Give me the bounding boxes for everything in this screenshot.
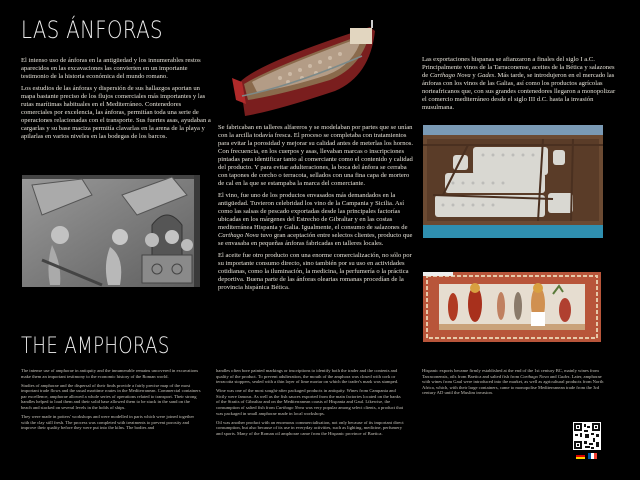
english-column-2 [216, 368, 404, 440]
paragraph: Las exportaciones hispanas se afianzaron a finales del siglo I a.C. Principalmente vinos de la Tarraconense, aceites de la Bética y salazones de Carthago Nova y Gades. Más tarde, se introdujeron en el mercado las ánforas con los vinos de las Galias, así como los productos agrícolas norteafricanos que, con sus grandes contenedores llegaron a monopolizar el comercio mediterráneo desde el siglo III d.C. hasta la invasión musulmana. [422, 56, 616, 111]
paragraph: handles often bore painted markings or inscriptions to identify both the trader and the contents and quality of the product. To prevent adulteration, the mouth of the amphora was closed with cork or terracotta stoppers, sealed with a thin layer of lime mortar on which the trader's mark was stamped. [216, 368, 399, 385]
title-english: THE AMPHORAS [21, 334, 170, 359]
paragraph: The intense use of amphorae in antiquity and the innumerable remains uncovered in excavations make them an important testimony to the economic history of the Roman world. [21, 368, 199, 379]
english-column-3 [422, 368, 607, 399]
paragraph: They were made in potters' workshops and were modelled in parts which were joined together with the clay still fresh. The process was completed with treatments to prevent porosity and improve their quality before they were put into the kilns. The bodies and [21, 414, 195, 431]
paragraph: Se fabricaban en talleres alfareros y se modelaban por partes que se unían con la arcilla todavía fresca. El proceso se completaba con tratamientos para evitar la porosidad y mejorar su calidad antes de meterlas los hornos. Con frecuencia, en los cuerpos y asas, llevaban marcas o inscripciones pintadas para identificar tanto al comerciante como el contenido y calidad del producto. Y para evitar adulteraciones, la boca del ánfora se cerraba con tapones de corcho o terracota, sellados con una fina capa de mortero de cal en la que se estampaba la marca del comerciante. [218, 124, 413, 187]
stone-relief-image [22, 175, 200, 287]
paragraph: Hispanic exports became firmly established at the end of the 1st century BC, mainly wines from Tarraconensis, oils from Baetica and salted fish from Carthago Nova and Gades. Later, amphorae with wines from Gaul were introduced into the market, as well as agricultural products from North Africa, which, with their large containers, came to monopolise Mediterranean trade from the 3rd century AD until the Muslim invasion. [422, 368, 604, 396]
paragraph: Studies of amphorae and the dispersal of their finds provide a fairly precise map of the most important trade flows and the usual maritime routes in the Mediterranean. Commercial containers par excellence, amphorae allowed a whole series of operations related to transport. Their strong handles helped to load them and their solid base allowed them to be stuck in the sand on the beach and stacked on several levels in the holds of ships. [21, 382, 201, 411]
language-flags [576, 453, 600, 459]
french-flag-icon[interactable] [588, 453, 597, 459]
paragraph: El aceite fue otro producto con una enorme comercialización, no sólo por su importante consumo directo, sino también por su uso en actividades cotidianas, como la iluminación, la medicina, la perfumería o la práctica deportiva. Buena parte de las ánforas olearias romanas procedían de la provincia hispánica Bética. [218, 252, 412, 291]
paragraph: El intenso uso de ánforas en la antigüedad y los innumerables restos aparecidos en las excavaciones las convierten en un importante testimonio de la historia económica del mundo romano. [21, 57, 201, 80]
qr-code[interactable] [573, 422, 601, 450]
ship-hold-image [423, 125, 603, 238]
english-column-1 [21, 368, 201, 434]
mosaic-image [423, 272, 601, 342]
spanish-column-3 [422, 56, 617, 116]
spanish-column-1 [21, 57, 211, 145]
paragraph: Los estudios de las ánforas y dispersión de sus hallazgos aportan un mapa bastante preciso de los flujos comerciales más importantes y las rutas marítimas habituales en el Mediterráneo. Contenedores comerciales por excelencia, las ánforas, permitían toda una serie de operaciones relacionadas con el transporte. Sus fuertes asas, ayudaban a cargarlas y su base maciza permitía clavarlas en la arena de la playa y apilarlas en varios niveles en las bodegas de los barcos. [21, 85, 211, 140]
paragraph: Oil was another product with an enormous commercialisation, not only because of its important direct consumption, but also because of its use in everyday activities, such as lighting, medicine, perfumery and sports. Many of the Roman oil amphorae came from the Hispanic province of Baetica. [216, 419, 404, 436]
german-flag-icon[interactable] [576, 453, 585, 459]
paragraph: Wine was one of the most sought-after packaged products in antiquity. Wines from Campania and Sicily were famous. As well as the fish sauces exported from the main factories located on the banks of the Straits of Gibraltar and on the Mediterranean coasts of Hispania and Gaul. Likewise, the consumption of salted fish from Carthago Nova was very popular among select clients, a product that was packaged in small amphorae made in local workshops. [216, 388, 404, 416]
spanish-column-2 [218, 124, 413, 296]
title-spanish: LAS ÁNFORAS [21, 16, 163, 44]
ship-model-image [230, 20, 400, 120]
paragraph: El vino, fue uno de los productos envasados más demandados en la antigüedad. Tuvieron celebridad los vino de la Campania y Sicilia. Así como las salsas de pescado exportadas desde las principales factorías ubicadas en los márgenes del Estrecho de Gibraltar y en las costas mediterránea Hispania y Galia. Igualmente, el consumo de salazones de Carthago Nova tuvo gran aceptación entre selectos clientes, producto que se envasaba en pequeñas ánforas fabricadas en talleres locales. [218, 192, 413, 247]
